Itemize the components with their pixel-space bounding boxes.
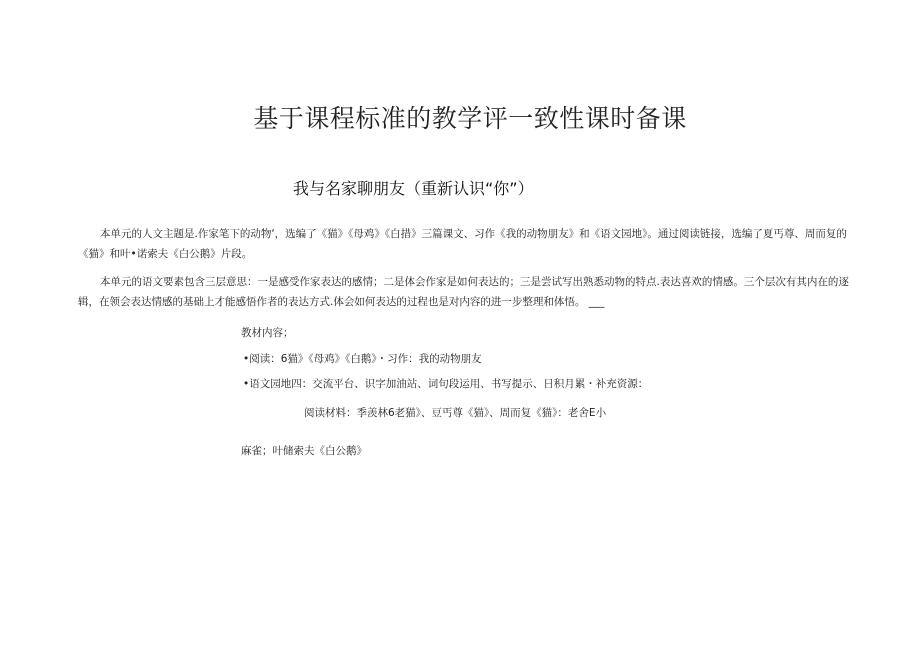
materials-heading: 教材内容； [241, 327, 294, 339]
paragraph-language-elements: 本单元的语文要素包含三层意思：一是感受作家表达的感情；二是体会作家是如何表达的；三是尝试写出熟悉动物的特点.表达喜欢的情感。三个层次有其内在的逐辑，在领会表达情感的基础上才能感悟作者的表达方式.体会如何表达的过程也是对内容的进一步整理和体悟。 ___ [78, 276, 849, 308]
lesson-subtitle: 我与名家聊朋友（重新认识“你”） [293, 179, 534, 198]
materials-item-reading: •阅读：6猫》《母鸡》《白鹅》・习作：我的动物朋友 [243, 353, 482, 365]
materials-reading-list: 阅读材料：季羡林6老猫》、豆丐尊《猫》、周而复《猫》：老舍E小 [304, 407, 607, 419]
document-title: 基于课程标准的教学评一致性课时备课 [253, 104, 687, 133]
materials-reading-list-continued: 麻雀；叶储索夫《白公鹅》 [241, 445, 367, 457]
paragraph-unit-theme: 本单元的人文主题是.作家笔下的动物‘，选编了《猫》《母鸡》《白措》三篇课文、习作《我的动物朋友》和《语文园地》。通过阅读链接，选编了夏丐尊、周而复的《猫》和叶•诺索夫《白公鹅》片段。 [78, 228, 847, 260]
materials-item-language-garden: •语文园地四：交流平台、识字加油站、词句段运用、书写提示、日积月累・补充资源： [243, 378, 649, 390]
